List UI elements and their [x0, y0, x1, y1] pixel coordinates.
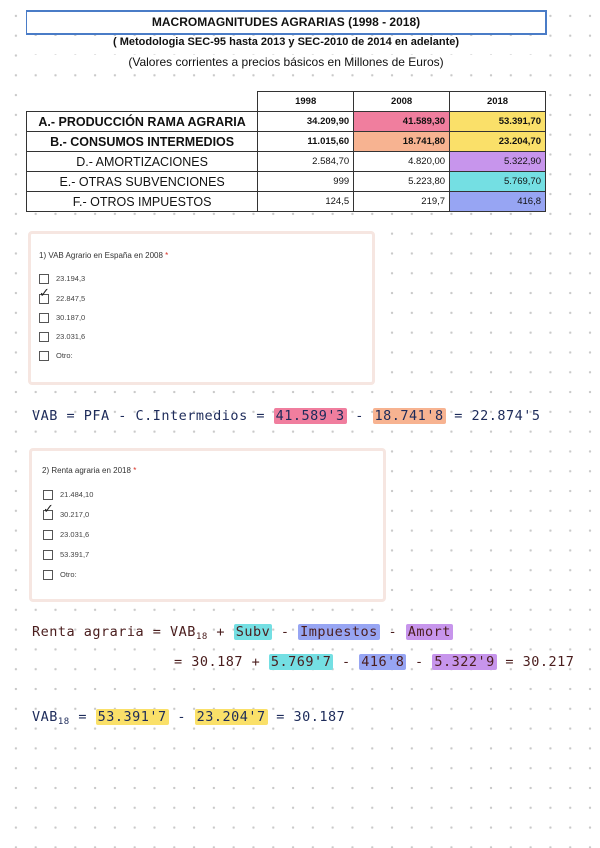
checkbox-checked[interactable] [43, 502, 54, 520]
checkbox[interactable] [39, 351, 49, 361]
question-2-title [42, 466, 136, 475]
question-2-text: 2) Renta agraria en 2018 [42, 466, 131, 475]
vab18-subscript: 18 [57, 717, 70, 727]
row-label-consumos: B.- CONSUMOS INTERMEDIOS [27, 132, 258, 152]
row-label-produccion: A.- PRODUCCIÓN RAMA AGRARIA [27, 112, 258, 132]
cell-subvenciones-2008: 5.223,80 [354, 172, 450, 192]
checkbox[interactable] [39, 274, 49, 284]
macromagnitudes-table [26, 91, 546, 212]
renta-impuestos-value: 416'8 [361, 654, 405, 670]
row-label-amortizaciones: D.- AMORTIZACIONES [27, 152, 258, 172]
row-label-impuestos: F.- OTROS IMPUESTOS [27, 192, 258, 212]
checkbox[interactable] [39, 332, 49, 342]
cell-amortizaciones-1998: 2.584,70 [258, 152, 354, 172]
question-1-title [39, 251, 168, 260]
table-row-subvenciones [27, 172, 546, 192]
cell-produccion-2018: 53.391,70 [450, 112, 546, 132]
vab-produccion-value: 41.589'3 [275, 408, 345, 424]
cell-subvenciones-2018: 5.769,70 [450, 172, 546, 192]
q1-option-label: 23.031,6 [56, 332, 86, 341]
renta-amort-term: Amort [407, 624, 451, 640]
question-1-text: 1) VAB Agrario en España en 2008 [39, 251, 163, 260]
q2-option-label: 21.484,10 [60, 490, 94, 499]
row-label-subvenciones: E.- OTRAS SUBVENCIONES [27, 172, 258, 192]
q2-option-checked[interactable] [43, 502, 90, 520]
vab18-result: = 30.187 [276, 709, 346, 725]
q1-option-label: 23.194,3 [56, 274, 86, 283]
vab18-produccion-value: 53.391'7 [97, 709, 167, 725]
table-header-2008: 2008 [354, 92, 450, 112]
q2-option-label: 30.217,0 [60, 510, 90, 519]
q1-option-label: 30.187,0 [56, 313, 86, 322]
q2-option[interactable] [43, 490, 93, 500]
q1-option-other[interactable] [39, 351, 73, 361]
table-row-impuestos [27, 192, 546, 212]
cell-impuestos-1998: 124,5 [258, 192, 354, 212]
minus-sign: - [355, 408, 364, 424]
table-header-empty [27, 92, 258, 112]
renta-calc-start: = 30.187 + [174, 654, 261, 670]
vab18-consumos-value: 23.204'7 [196, 709, 266, 725]
cell-subvenciones-1998: 999 [258, 172, 354, 192]
renta-result: = 30.217 [505, 654, 575, 670]
handwritten-renta-formula [32, 624, 453, 642]
handwritten-vab18-formula [32, 709, 345, 727]
cell-amortizaciones-2008: 4.820,00 [354, 152, 450, 172]
renta-subv-term: Subv [235, 624, 271, 640]
q1-option-label: Otro: [56, 351, 73, 360]
table-header-2018: 2018 [450, 92, 546, 112]
q1-option-label: 22.847,5 [56, 294, 86, 303]
q2-option-label: 53.391,7 [60, 550, 90, 559]
required-asterisk: * [133, 466, 137, 475]
table-row-produccion [27, 112, 546, 132]
checkmark-icon: ✓ [39, 286, 50, 302]
q2-option-other[interactable] [43, 570, 77, 580]
equals-sign: = [78, 709, 88, 725]
cell-consumos-2008: 18.741,80 [354, 132, 450, 152]
checkbox-checked[interactable] [39, 286, 50, 304]
minus-sign: - [341, 654, 351, 670]
renta-subv-value: 5.769'7 [270, 654, 332, 670]
table-row-amortizaciones [27, 152, 546, 172]
table-row-consumos [27, 132, 546, 152]
cell-impuestos-2018: 416,8 [450, 192, 546, 212]
q1-option[interactable] [39, 313, 85, 323]
q1-option[interactable] [39, 274, 85, 284]
required-asterisk: * [165, 251, 169, 260]
cell-produccion-1998: 34.209,90 [258, 112, 354, 132]
renta-impuestos-term: Impuestos [300, 624, 378, 640]
cell-amortizaciones-2018: 5.322,90 [450, 152, 546, 172]
cell-produccion-2008: 41.589,30 [354, 112, 450, 132]
plus-sign: + [216, 624, 226, 640]
checkbox[interactable] [39, 313, 49, 323]
renta-amort-value: 5.322'9 [434, 654, 495, 670]
table-header-1998: 1998 [258, 92, 354, 112]
vab-consumos-value: 18.741'8 [374, 408, 444, 424]
renta-formula-lhs: Renta agraria = VAB [32, 624, 196, 640]
question-card-2 [29, 448, 386, 602]
q1-option[interactable] [39, 332, 85, 342]
sheet-title: MACROMAGNITUDES AGRARIAS (1998 - 2018) [26, 10, 547, 35]
minus-sign: - [388, 624, 398, 640]
q2-option[interactable] [43, 550, 89, 560]
renta-vab-subscript: 18 [195, 632, 208, 642]
checkbox[interactable] [43, 550, 53, 560]
checkbox[interactable] [43, 570, 53, 580]
q1-option-checked[interactable] [39, 286, 86, 304]
minus-sign: - [415, 654, 424, 670]
q2-option[interactable] [43, 530, 89, 540]
cell-impuestos-2008: 219,7 [354, 192, 450, 212]
handwritten-vab-formula [32, 408, 541, 424]
vab18-lhs: VAB [32, 709, 58, 725]
sheet-subtitle: ( Metodologia SEC-95 hasta 2013 y SEC-2010 de 2014 en adelante) [26, 36, 546, 48]
checkbox[interactable] [43, 490, 53, 500]
table-header-row [27, 92, 546, 112]
cell-consumos-1998: 11.015,60 [258, 132, 354, 152]
vab-result: = 22.874'5 [454, 408, 541, 424]
question-card-1 [28, 231, 375, 385]
q2-option-label: Otro: [60, 570, 77, 579]
checkbox[interactable] [43, 530, 53, 540]
q2-option-label: 23.031,6 [60, 530, 90, 539]
handwritten-renta-calculation [174, 654, 574, 670]
checkmark-icon: ✓ [43, 502, 54, 518]
vab-formula-lhs: VAB = PFA - C.Intermedios = [32, 408, 265, 424]
minus-sign: - [177, 709, 186, 725]
sheet-note: (Valores corrientes a precios básicos en Millones de Euros) [26, 55, 546, 69]
cell-consumos-2018: 23.204,70 [450, 132, 546, 152]
minus-sign: - [280, 624, 290, 640]
